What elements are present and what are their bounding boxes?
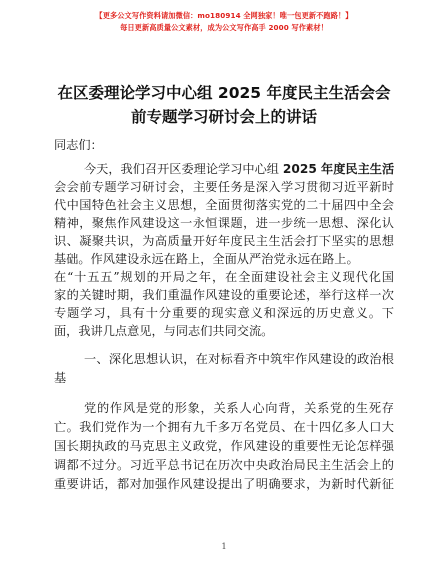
section-heading-1-line: 一、深化思想认识，在对标看齐中筑牢作风建设的政治根 [84,352,394,366]
promo-banner-line-1: 【更多公文写作资料请加微信：mo180914 全网独家！唯一包更新不跑路！】 [95,11,353,20]
paragraph-1-line: 在“十五五”规划的开局之年，在全面建设社会主义现代化国 [54,270,394,284]
paragraph-2-line: 党的作风是党的形象，关系人心向背，关系党的生死存 [84,401,394,415]
paragraph-1-line: 代中国特色社会主义思想，全面贯彻落实党的二十届四中全会 [54,198,394,212]
paragraph-1-text: 今天，我们召开区委理论学习中心组 [84,162,283,176]
paragraph-1-line: 基础。作风建设永远在路上，全面从严治党永远在路上。 [54,252,359,266]
paragraph-1-line: 面，我讲几点意见，与同志们共同交流。 [54,324,274,338]
section-heading-1-line: 基 [54,371,67,385]
paragraph-1-line: 专题学习，具有十分重要的现实意义和深远的历史意义。下 [54,306,394,320]
paragraph-1-line: 精神，聚焦作风建设这一永恒课题，进一步统一思想、深化认 [54,216,394,230]
paragraph-2-line: 国长期执政的马克思主义政党，作风建设的重要性无论怎样强 [54,439,394,453]
paragraph-2-line: 重要讲话，都对加强作风建设提出了明确要求，为新时代新征 [54,477,394,491]
salutation: 同志们： [54,138,103,152]
paragraph-2-line: 亡。我们党作为一个拥有九千多万名党员、在十四亿多人口大 [54,420,394,434]
paragraph-1-line: 家的关键时期，我们重温作风建设的重要论述，举行这样一次 [54,288,394,302]
promo-banner-line-2: 每日更新高质量公文素材，成为公文写作高手 2000 写作素材！ [120,23,328,32]
page-number: 1 [221,542,227,551]
paragraph-1-bold-text: 2025 年度民主生活 [282,162,395,176]
paragraph-1-line: 识、凝聚共识，为高质量开好年度民主生活会打下坚实的思想 [54,234,394,248]
paragraph-2-line: 调都不过分。习近平总书记在历次中央政治局民主生活会上的 [54,458,394,472]
document-title-line-1: 在区委理论学习中心组 2025 年度民主生活会会 [57,84,391,102]
paragraph-1-line: 会会前专题学习研讨会，主要任务是深入学习贯彻习近平新时 [54,180,394,194]
document-title-line-2: 前专题学习研讨会上的讲话 [130,108,317,126]
paragraph-1-line [84,160,394,178]
